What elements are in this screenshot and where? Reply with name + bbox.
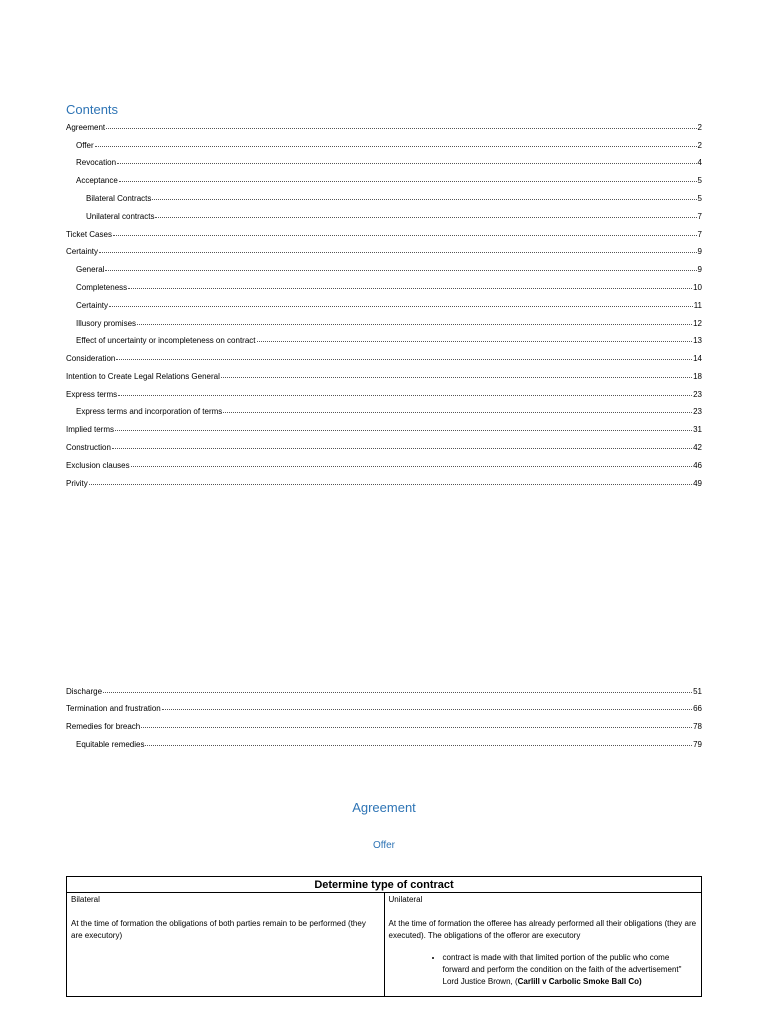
toc-entry-agreement[interactable]: [66, 122, 702, 133]
toc-page-number: 12: [693, 319, 702, 328]
unilateral-bullet-list: [389, 952, 698, 988]
toc-entry-label: Certainty: [76, 301, 109, 310]
toc-entry-label: Intention to Create Legal Relations General: [66, 372, 220, 381]
bilateral-description: At the time of formation the obligations of both parties remain to be performed (they are executory): [71, 919, 366, 940]
toc-page-number: 13: [693, 336, 702, 345]
toc-entry-discharge[interactable]: [66, 686, 702, 697]
toc-entry-consideration[interactable]: [66, 353, 702, 364]
toc-page-number: 11: [693, 301, 702, 310]
toc-leader-dots: [223, 405, 692, 413]
toc-entry-certainty-sub[interactable]: [76, 300, 702, 311]
toc-page-number: 9: [697, 265, 702, 274]
toc-leader-dots: [105, 263, 696, 271]
toc-entry-termination-frustration[interactable]: [66, 703, 702, 714]
toc-entry-label: Express terms: [66, 390, 118, 399]
toc-page-number: 79: [693, 740, 702, 749]
contents-title: Contents: [66, 102, 119, 117]
toc-entry-label: Bilateral Contracts: [86, 194, 152, 203]
toc-entry-label: Completeness: [76, 283, 128, 292]
toc-entry-label: Discharge: [66, 687, 103, 696]
toc-entry-label: Certainty: [66, 247, 99, 256]
toc-entry-label: Illusory promises: [76, 319, 137, 328]
table-row: [67, 893, 702, 997]
toc-leader-dots: [116, 352, 692, 360]
toc-entry-label: Exclusion clauses: [66, 461, 130, 470]
toc-leader-dots: [137, 317, 692, 325]
toc-entry-certainty[interactable]: [66, 246, 702, 257]
toc-leader-dots: [99, 245, 697, 253]
toc-entry-label: Remedies for breach: [66, 722, 141, 731]
toc-entry-label: Express terms and incorporation of terms: [76, 407, 223, 416]
toc-entry-label: General: [76, 265, 105, 274]
toc-entry-exclusion-clauses[interactable]: [66, 460, 702, 471]
toc-entry-privity[interactable]: [66, 478, 702, 489]
toc-entry-implied-terms[interactable]: [66, 424, 702, 435]
toc-entry-label: Construction: [66, 443, 111, 452]
toc-leader-dots: [95, 139, 697, 147]
list-item: [443, 952, 698, 988]
toc-page-number: 14: [693, 354, 702, 363]
toc-entry-label: Equitable remedies: [76, 740, 145, 749]
bullet-text: contract is made with that limited portion of the public who come forward and perform the condition on the faith of the advertisement" Lord Justice Brown, (: [442, 953, 682, 986]
toc-entry-intention-legal-relations[interactable]: [66, 371, 702, 382]
toc-page-number: 18: [693, 372, 702, 381]
toc-entry-revocation[interactable]: [76, 157, 702, 168]
toc-page-number: 23: [693, 390, 702, 399]
toc-entry-completeness[interactable]: [76, 282, 702, 293]
toc-entry-remedies-for-breach[interactable]: [66, 721, 702, 732]
toc-leader-dots: [115, 423, 692, 431]
toc-page-number: 46: [693, 461, 702, 470]
toc-leader-dots: [221, 370, 692, 378]
toc-entry-unilateral-contracts[interactable]: [86, 211, 702, 222]
toc-entry-label: Effect of uncertainty or incompleteness on contract: [76, 336, 256, 345]
toc-entry-express-terms[interactable]: [66, 389, 702, 400]
toc-page-number: 10: [693, 283, 702, 292]
toc-entry-label: Revocation: [76, 158, 117, 167]
toc-page-number: 78: [693, 722, 702, 731]
toc-leader-dots: [89, 477, 692, 485]
toc-leader-dots: [128, 281, 692, 289]
toc-entry-label: Agreement: [66, 123, 106, 132]
toc-page-number: 42: [693, 443, 702, 452]
table-title: Determine type of contract: [67, 877, 702, 893]
toc-page-number: 7: [697, 230, 702, 239]
toc-entry-label: Privity: [66, 479, 88, 488]
toc-entry-acceptance[interactable]: [76, 175, 702, 186]
toc-entry-general[interactable]: [76, 264, 702, 275]
toc-entry-construction[interactable]: [66, 442, 702, 453]
bilateral-header: Bilateral: [71, 895, 100, 904]
toc-entry-offer[interactable]: [76, 140, 702, 151]
case-citation: Carlill v Carbolic Smoke Ball Co): [517, 977, 642, 986]
toc-leader-dots: [119, 174, 697, 182]
toc-entry-express-terms-incorporation[interactable]: [76, 406, 702, 417]
toc-leader-dots: [257, 334, 693, 342]
toc-page-number: 7: [697, 212, 702, 221]
toc-page-number: 66: [693, 704, 702, 713]
toc-entry-label: Termination and frustration: [66, 704, 161, 713]
unilateral-description: At the time of formation the offeree has already performed all their obligations (they are executed). The obligations of the offeror are executory: [388, 919, 697, 940]
toc-leader-dots: [131, 459, 693, 467]
toc-page-number: 51: [693, 687, 702, 696]
toc-leader-dots: [155, 210, 696, 218]
toc-page-number: 23: [693, 407, 702, 416]
contract-type-table: [66, 876, 702, 997]
toc-page-number: 31: [693, 425, 702, 434]
toc-leader-dots: [103, 685, 692, 693]
toc-entry-bilateral-contracts[interactable]: [86, 193, 702, 204]
toc-leader-dots: [112, 441, 692, 449]
subheading-offer: Offer: [372, 840, 396, 851]
section-heading-agreement: Agreement: [352, 800, 416, 815]
toc-entry-effect-of-uncertainty[interactable]: [76, 335, 702, 346]
toc-leader-dots: [162, 702, 692, 710]
toc-leader-dots: [118, 388, 692, 396]
toc-page-number: 2: [697, 141, 702, 150]
toc-leader-dots: [109, 299, 693, 307]
toc-entry-ticket-cases[interactable]: [66, 229, 702, 240]
bilateral-cell: [67, 893, 385, 997]
toc-page-number: 4: [697, 158, 702, 167]
toc-leader-dots: [117, 156, 697, 164]
toc-entry-label: Ticket Cases: [66, 230, 112, 239]
toc-entry-label: Consideration: [66, 354, 116, 363]
toc-page-number: 5: [697, 194, 702, 203]
toc-page-number: 5: [697, 176, 702, 185]
toc-entry-equitable-remedies[interactable]: [76, 739, 702, 750]
toc-entry-label: Implied terms: [66, 425, 115, 434]
toc-entry-illusory-promises[interactable]: [76, 318, 702, 329]
toc-leader-dots: [145, 738, 692, 746]
toc-leader-dots: [106, 121, 696, 129]
unilateral-cell: [384, 893, 702, 997]
toc-entry-label: Acceptance: [76, 176, 118, 185]
toc-page-number: 9: [697, 247, 702, 256]
toc-leader-dots: [152, 192, 696, 200]
toc-entry-label: Offer: [76, 141, 94, 150]
unilateral-header: Unilateral: [388, 895, 423, 904]
toc-leader-dots: [141, 720, 692, 728]
toc-entry-label: Unilateral contracts: [86, 212, 155, 221]
toc-page-number: 49: [693, 479, 702, 488]
table-title-row: [67, 877, 702, 893]
toc-page-number: 2: [697, 123, 702, 132]
toc-leader-dots: [113, 228, 697, 236]
